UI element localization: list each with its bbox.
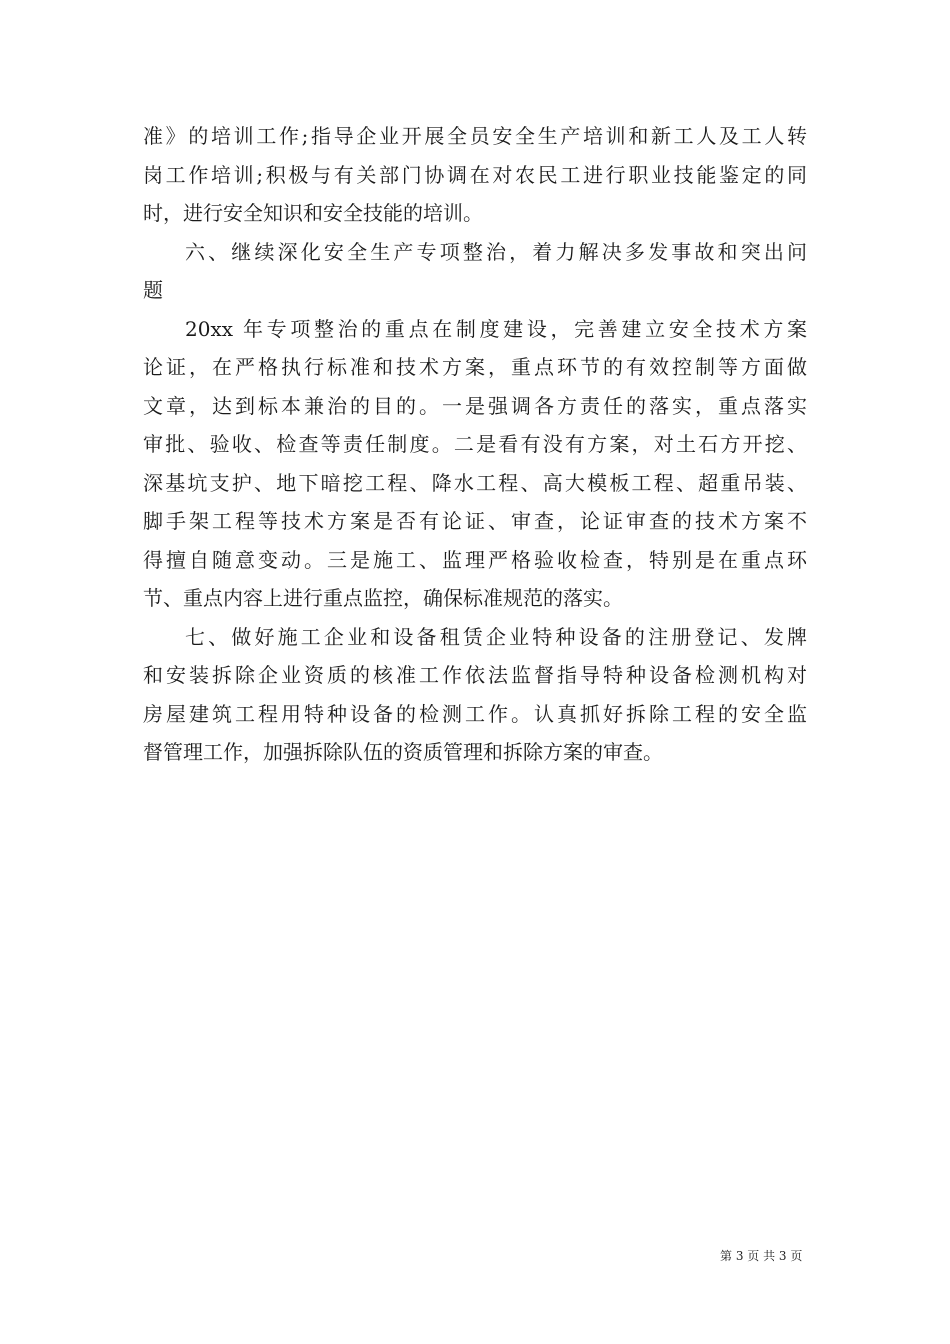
text-line: 准》的培训工作;指导企业开展全员安全生产培训和新工人及工人转	[143, 124, 807, 148]
text-line: 深基坑支护、地下暗挖工程、降水工程、高大模板工程、超重吊装、	[143, 470, 807, 495]
text-line: 论证，在严格执行标准和技术方案，重点环节的有效控制等方面做	[143, 355, 807, 379]
text-line: 20xx 年专项整治的重点在制度建设，完善建立安全技术方案	[185, 316, 807, 341]
text-line: 文章，达到标本兼治的目的。一是强调各方责任的落实，重点落实	[143, 393, 807, 418]
text-line: 时，进行安全知识和安全技能的培训。	[143, 201, 483, 225]
text-line: 得擅自随意变动。三是施工、监理严格验收检查，特别是在重点环	[143, 547, 807, 572]
text-line: 节、重点内容上进行重点监控，确保标准规范的落实。	[143, 586, 623, 610]
section-heading-six-cont: 题	[143, 278, 163, 302]
section-heading-six: 六、继续深化安全生产专项整治，着力解决多发事故和突出问	[185, 239, 807, 264]
text-line: 审批、验收、检查等责任制度。二是看有没有方案，对土石方开挖、	[143, 432, 807, 456]
text-line: 岗工作培训;积极与有关部门协调在对农民工进行职业技能鉴定的同	[143, 162, 807, 187]
text-line: 房屋建筑工程用特种设备的检测工作。认真抓好拆除工程的安全监	[143, 701, 807, 726]
document-body	[143, 117, 807, 772]
section-heading-seven: 七、做好施工企业和设备租赁企业特种设备的注册登记、发牌	[185, 624, 807, 649]
text-line: 和安装拆除企业资质的核准工作依法监督指导特种设备检测机构对	[143, 663, 807, 687]
page-number: 第 3 页 共 3 页	[720, 1249, 803, 1263]
text-line: 脚手架工程等技术方案是否有论证、审查，论证审查的技术方案不	[143, 509, 807, 533]
text-line: 督管理工作，加强拆除队伍的资质管理和拆除方案的审查。	[143, 740, 663, 764]
